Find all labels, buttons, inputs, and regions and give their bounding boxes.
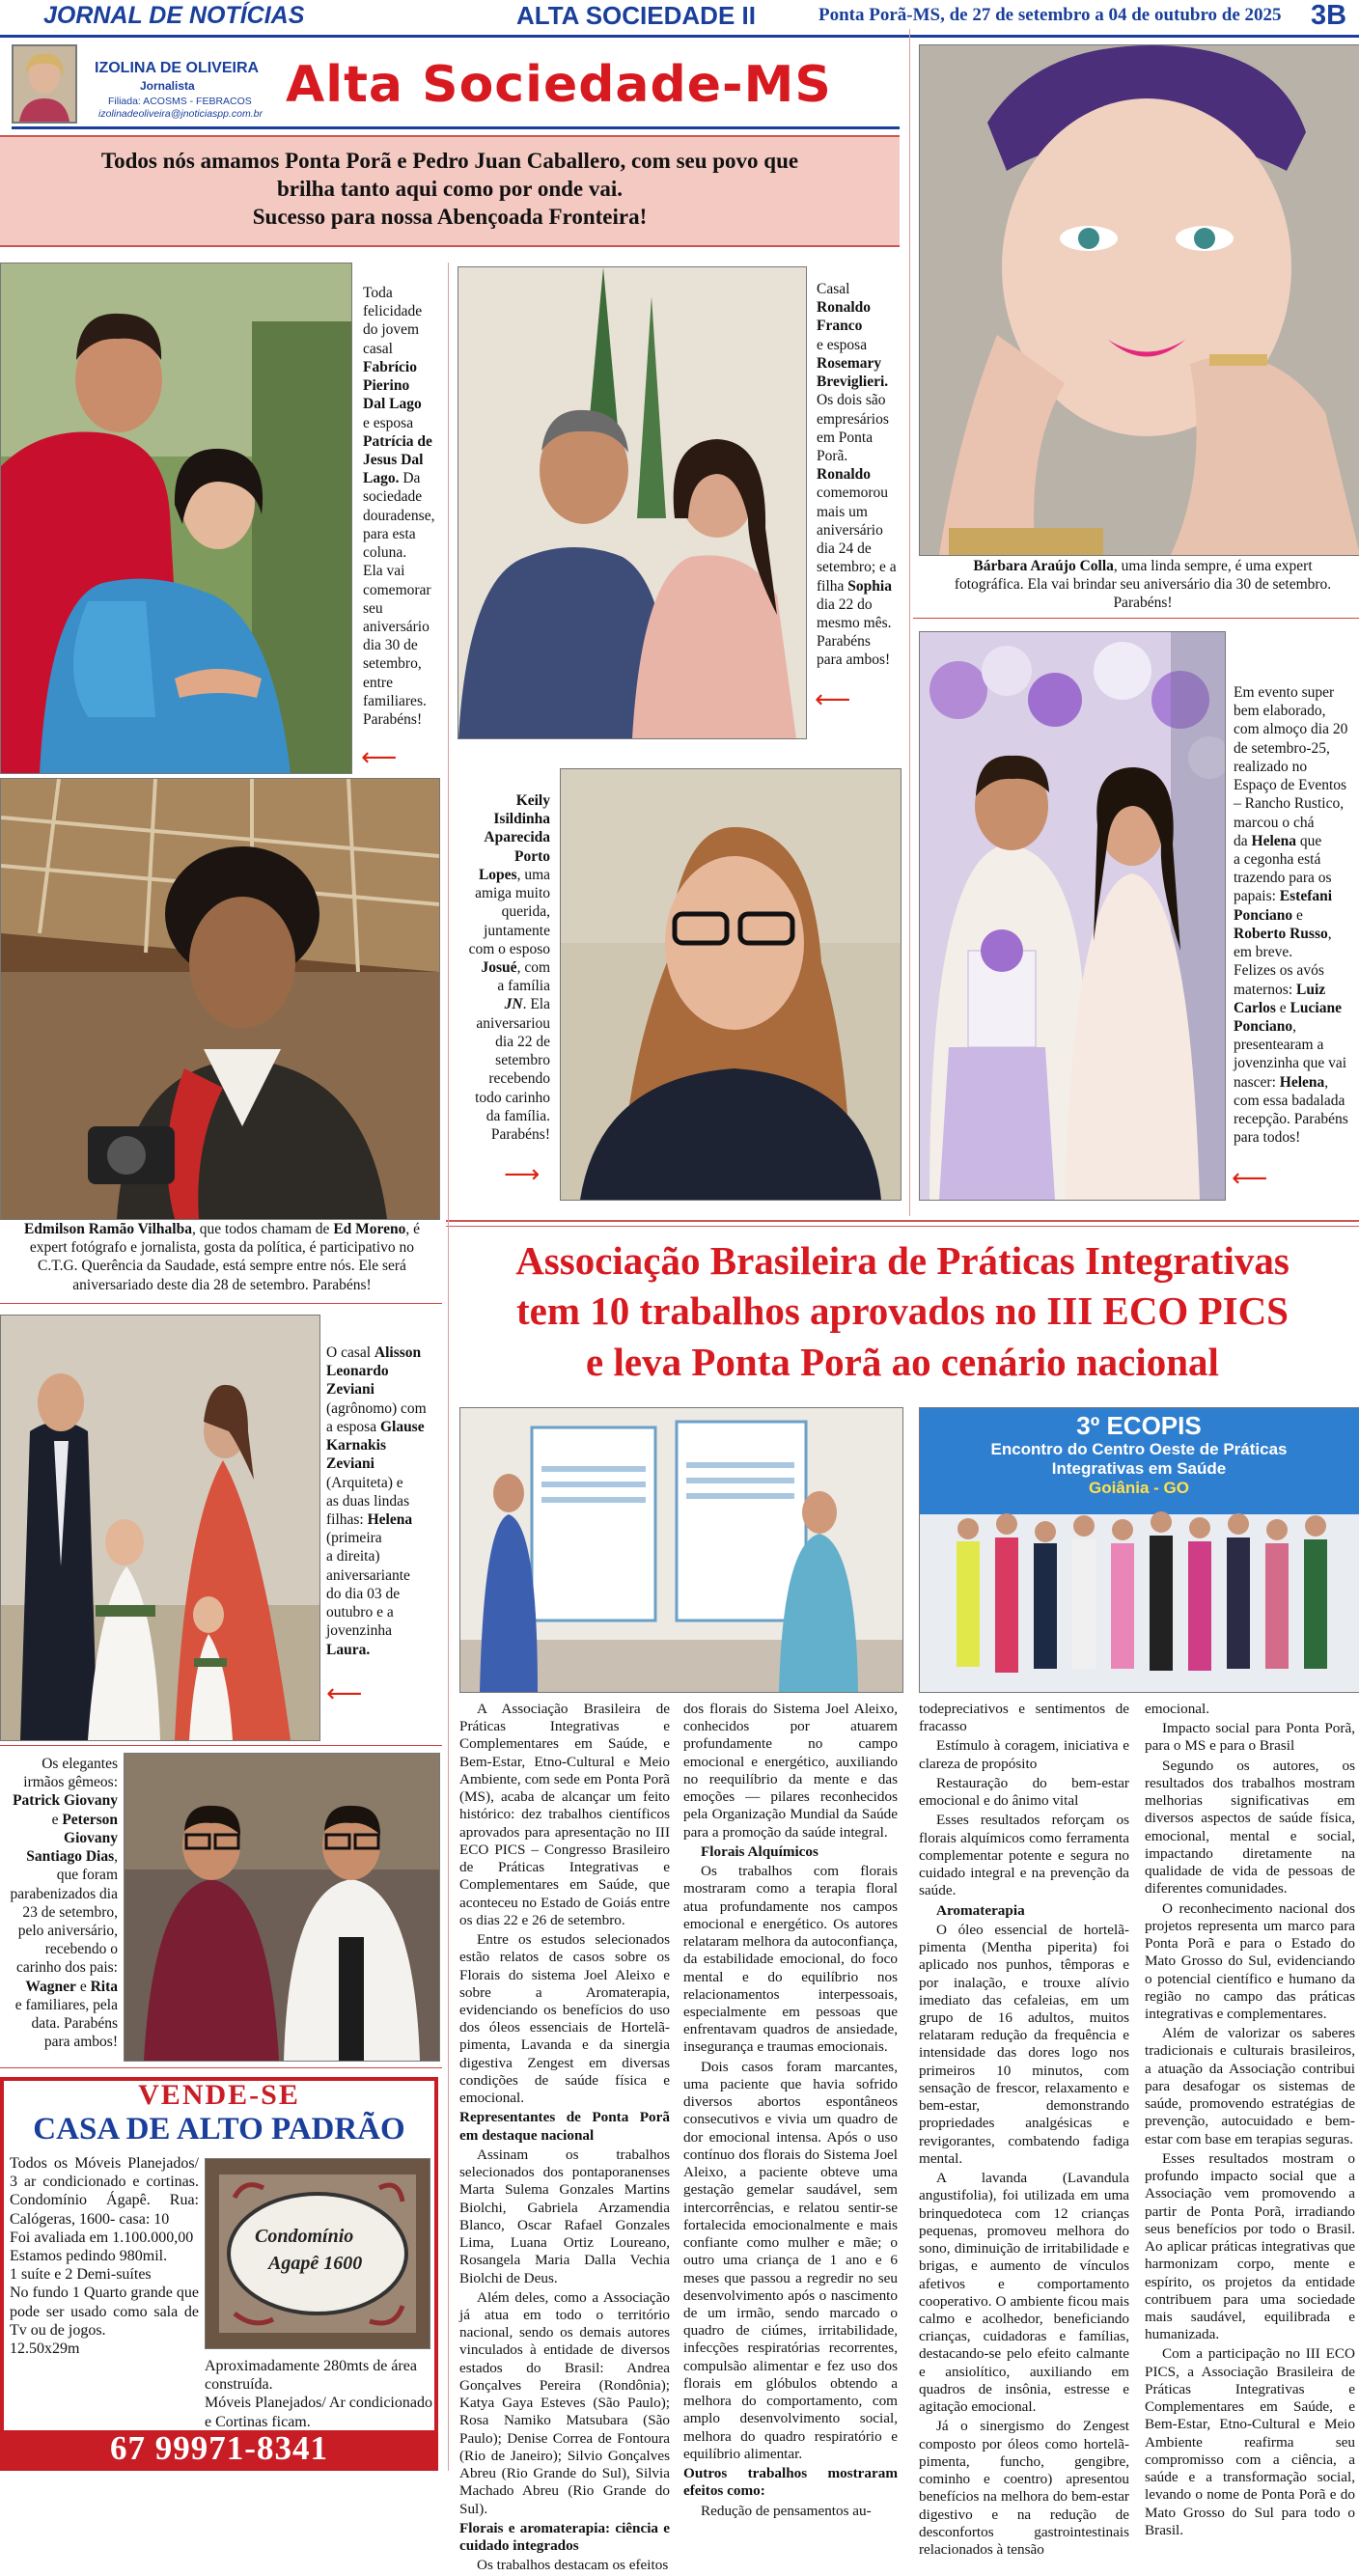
caption-helena: Em evento super bem elaborado, com almoço dia 20 de setembro-25, realizado no Espaço de Eventos – Rancho Rustico, marcou o chá da Helena que a cegonha está trazendo para os papais: Estefani Ponciano e Roberto Russo, em breve. Felizes os avós maternos: Luiz Carlos e Luciane Ponciano, presentearam a jovenzinha que vai nascer: Helena, com essa badalada recepção. Parabéns para todos! [1234,684,1348,1147]
photo-helena-cha [919,631,1226,1201]
caption-gemeos: Os elegantes irmãos gêmeos: Patrick Giovany e Peterson Giovany Santiago Dias, que foram parabenizados dia 23 de setembro, pelo aniversário, recebendo o carinho dos pais: Wagner e Rita e familiares, pela data. Parabéns para ambos! [10,1756,118,2051]
article-col-4: emocional. Impacto social para Ponta Porã, para o MS e para o Brasil Segundo os autores, os resultados dos trabalhos mostram melhorias significativas em diversos aspectos de saúde física, emocional, mental e social, impactando diretamente na qualidade de vida de pessoas de diferentes comunidades. O reconhecimento nacional dos projetos representa um marco para Ponta Porã e para o Estado do Mato Grosso do Sul, evidenciando o potencial científico e humano da região no campo das práticas integrativas e complementares. Além de valorizar os saberes tradicionais e culturais brasileiros, a atuação da Associação contribui para desafogar os sistemas de saúde, promovendo estratégias de prevenção, autocuidado e bem-estar com base em terapias seguras. Esses resultados mostram o profundo impacto social que a Associação vem promovendo a partir de Ponta Porã, irradiando seus benefícios por todo o Brasil. Ao aplicar práticas integrativas que harmonizam corpo, mente e espírito, os projetos da entidade contribuem para uma sociedade mais saudável, equilibrada e humanizada. Com a participação no III ECO PICS, a Associação Brasileira de Práticas Integrativas e Complementares em Saúde, e Bem-Estar, Etno-Cultural e Meio Ambiente reafirma seu compromisso com a ciência, a saúde e a transformação social, levando o nome de Ponta Porã e do Mato Grosso do Sul para todo o Brasil. [1145,1701,1355,2538]
banner-line-2: brilha tanto aqui como por onde vai. [276,177,624,202]
issue-date: Ponta Porã-MS, de 27 de setembro a 04 de outubro de 2025 [818,5,1282,25]
caption-ronaldo: Casal Ronaldo Franco e esposa Rosemary Breviglieri. Os dois são empresários em Ponta Porã. Ronaldo comemorou mais um aniversário dia 24 de setembro; e a filha Sophia dia 22 do mesmo mês. Parabéns para ambos! [817,281,897,669]
ecopis-banner-big: 3º ECOPIS [1076,1411,1202,1440]
article-col-2: dos florais do Sistema Joel Aleixo, conhecidos por atuarem profundamente no campo emocional e energético, auxiliando no reequilíbrio da mente e das emoções — pilares reconhecidos pela Organização Mundial da Saúde para a promoção da saúde integral. Florais Alquímicos Os trabalhos com florais mostraram como a terapia floral atua profundamente nos campos emocional e energético. Os autores relataram melhora da autoconfiança, da estabilidade emocional, do foco mental e do equilíbrio nos relacionamentos interpessoais, especialmente em pessoas que enfrentavam quadros de ansiedade, insegurança e traumas emocionais. Dois casos foram marcantes, uma paciente que havia sofrido diversos abortos espontâneos consecutivos e vivia um quadro de dor emocional intensa. Após o uso contínuo dos florais do Sistema Joel Aleixo, a paciente obteve uma gestação gemelar saudável, sem intercorrências, e relatou sentir-se fortalecida emocionalmente e mais confiante como mulher e mãe; o outro uma criança de 1 ano e 6 meses que passou a regredir no seu desenvolvimento após o nascimento de um irmão, sendo marcado o quadro de ciúmes, irritabilidade, infecções respiratórias recorrentes, compulsão alimentar e fez uso dos florais em glóbulos obtendo a melhora do comportamento, com amplo desenvolvimento social, melhora do quadro respiratório e equilíbrio alimentar. Outros trabalhos mostraram efeitos como: Redução de pensamentos au- [683,1701,898,2519]
ad-text: Todos os Móveis Planejados/ 3 ar condicionado e cortinas. Condomínio Ágapê. Rua: Calógeras, 1600- casa: 10 Foi avaliada em 1.100.000,00 Estamos pedindo 980mil. 1 suíte e 2 Demi-suítes No fundo 1 Quarto grande que pode ser usado como sala de Tv ou de jogos. 12.50x29m [10,2155,199,2357]
caption-keily: Keily Isildinha Aparecida Porto Lopes, uma amiga muito querida, juntamente com o esposo Josué, com a família JN. Ela aniversariou dia 22 de setembro recebendo todo carinho da família. Parabéns! [468,792,550,1143]
column-title: Alta Sociedade-MS [286,56,832,114]
photo-barbara [919,44,1359,556]
fronteira-banner [0,135,900,247]
photo-fabricio-patricia [0,263,352,774]
columnist-name: IZOLINA DE OLIVEIRA [95,60,260,76]
caption-edmilson: Edmilson Ramão Vilhalba, que todos chamam de Ed Moreno, é expert fotógrafo e jornalista, gosta da política, é participativo no C.T.G. Querência da Saudade, está sempre entre nós. Ele será aniversariado deste dia 28 de setembro. Parabéns! [23,1221,421,1293]
ad-phone[interactable]: 67 99971-8341 [4,2430,434,2467]
paper-name: JORNAL DE NOTÍCIAS [43,2,305,29]
caption-fabricio: Toda felicidade do jovem casal Fabrício Pierino Dal Lago e esposa Patrícia de Jesus Dal Lago. Da sociedade douradense, para esta coluna. Ela vai comemorar seu aniversário dia 30 de setembro, entre familiares. Parabéns! [363,285,435,729]
columnist-role: Jornalista [140,79,195,93]
column-divider [909,29,910,1216]
row-divider [0,1745,442,1746]
banner-line-3: Sucesso para nossa Abençoada Fronteira! [252,205,648,230]
article-headline [446,1235,1359,1387]
photo-ecopics-posters [459,1407,903,1693]
page-number: 3B [1311,0,1347,31]
caption-barbara: Bárbara Araújo Colla, uma linda sempre, é uma expert fotográfica. Ela vai brindar seu aniversário dia 30 de setembro. Parabéns! [954,558,1332,612]
condominio-sign-line-1: Condomínio [255,2226,354,2247]
row-divider [913,618,1359,619]
arrow-right-icon: ⟶ [504,1160,541,1189]
photo-ronaldo-rosemary [458,266,807,739]
photo-keily [560,768,901,1201]
columnist-affiliation: Filiada: ACOSMS - FEBRACOS [108,96,252,107]
ecopis-banner-sub: Encontro do Centro Oeste de Práticas Integrativas em Saúde Goiânia - GO [990,1440,1288,1498]
photo-edmilson [0,778,440,1220]
columnist-email[interactable]: izolinadeoliveira@jnoticiaspp.com.br [98,108,263,120]
article-col-1: A Associação Brasileira de Práticas Integrativas e Complementares em Saúde, e Bem-Estar, Etno-Cultural e Meio Ambiente, com sede em Ponta Porã (MS), acaba de alcançar um feito histórico: dez trabalhos científicos aprovados para apresentação no III ECO PICS – Congresso Brasileiro de Práticas Integrativas e Complementares em Saúde, que aconteceu no Estado de Goiás entre os dias 22 e 26 de setembro. Entre os estudos selecionados estão relatos de casos sobre os Florais do sistema Joel Aleixo e sobre a Aromaterapia, evidenciando os benefícios do uso dos óleos essenciais de Hortelã-pimenta, Lavanda e da sinergia digestiva Zengest em diversas condições de saúde física e emocional. Representantes de Ponta Porã em destaque nacional Assinam os trabalhos selecionados dos pontaporanenses Marta Sulema Gonzales Martins Biolchi, Gabriela Arzamendia Blanco, Oscar Rafael Gonzales Lima, Luana Ortiz Loureano, Rosangela Maria Dalla Vechia Biolchi de Deus. Além deles, como a Associação já atua em todo o território nacional, sendo os demais autores vinculados à entidade de diversos estados do Brasil: Andrea Gonçalves Pereira (Rondônia); Katya Gaya Esteves (São Paulo); Rosa Namiko Matsubara (São Paulo); Denise Correa de Fontoura (Rio de Janeiro); Silvio Gonçalves Abreu (Rio Grande do Sul), Silvia Machado Abreu (Rio Grande do Sul). Florais e aromaterapia: ciência e cuidado integrados Os trabalhos destacam os efeitos [459,1701,670,2574]
row-divider [0,1303,442,1304]
banner-line-1: Todos nós amamos Ponta Porã e Pedro Juan Caballero, com seu povo que [100,149,799,173]
column-title-rule [12,126,900,129]
article-top-rule-2 [446,1226,1359,1227]
article-top-rule [446,1220,1359,1222]
article-col-3: todepreciativos e sentimentos de fracasso Estímulo à coragem, iniciativa e clareza de propósito Restauração do bem-estar emocional e do ânimo vital Esses resultados reforçam os florais alquímicos como ferramenta complementar potente e segura no cuidado integral e na prevenção da saúde. Aromaterapia O óleo essencial de hortelã-pimenta (Mentha piperita) foi aplicado nos punhos, têmporas e por inalação, e trouxe alívio imediato das cefaleias, em um grupo de 16 adultos, muitos relataram redução da frequência e intensidade das dores logo nos primeiros 10 minutos, com sensação de frescor, relaxamento e bem-estar, demonstrando propriedades analgésicas e revigorantes, combatendo fadiga mental. A lavanda (Lavandula angustifolia), foi utilizada em uma brinquedoteca com 12 crianças pequenas, promoveu melhora do sono, diminuição de irritabilidade e brigas, e aumento de vínculos afetivos e comportamento cooperativo. O ambiente ficou mais calmo e acolhedor, beneficiando crianças, cuidadoras e famílias, destacando-se pelo efeito calmante e ansiolítico, auxiliando em quadros de insônia, estresse e agitação emocional. Já o sinergismo do Zengest composto por óleos como hortelã-pimenta, funcho, gengibre, cominho e coentro) apresentou benefícios na melhora do bem-estar digestivo e na redução de desconfortos gastrointestinais relacionados à tensão [919,1701,1129,2559]
section-name: ALTA SOCIEDADE II [516,1,756,30]
ad-details: Aproximadamente 280mts de área construída. Móveis Planejados/ Ar condicionado e Cortinas ficam. [205,2358,432,2430]
photo-gemeos [124,1753,440,2062]
ad-title-2: CASA DE ALTO PADRÃO [33,2112,405,2147]
headline-line-1: Associação Brasileira de Práticas Integrativas [515,1238,1290,1283]
arrow-left-icon: ⟵ [815,685,851,714]
photo-alisson-family [0,1315,320,1741]
headline-line-3: e leva Ponta Porã ao cenário nacional [586,1339,1219,1384]
condominio-sign-line-2: Agapê 1600 [268,2253,363,2274]
arrow-left-icon: ⟵ [1232,1164,1268,1193]
row-divider [0,2067,442,2068]
headline-line-2: tem 10 trabalhos aprovados no III ECO PICS [515,1288,1289,1334]
arrow-left-icon: ⟵ [326,1679,363,1708]
column-divider [448,263,449,2471]
arrow-left-icon: ⟵ [361,743,398,772]
columnist-photo [12,44,77,124]
caption-alisson: O casal Alisson Leonardo Zeviani (agrônomo) com a esposa Glause Karnakis Zeviani (Arquiteta) e as duas lindas filhas: Helena (primeira a direita) aniversariante do dia 03 de outubro e a jovenzinha Laura. [326,1344,427,1658]
ad-title-1: VENDE-SE [138,2079,300,2111]
